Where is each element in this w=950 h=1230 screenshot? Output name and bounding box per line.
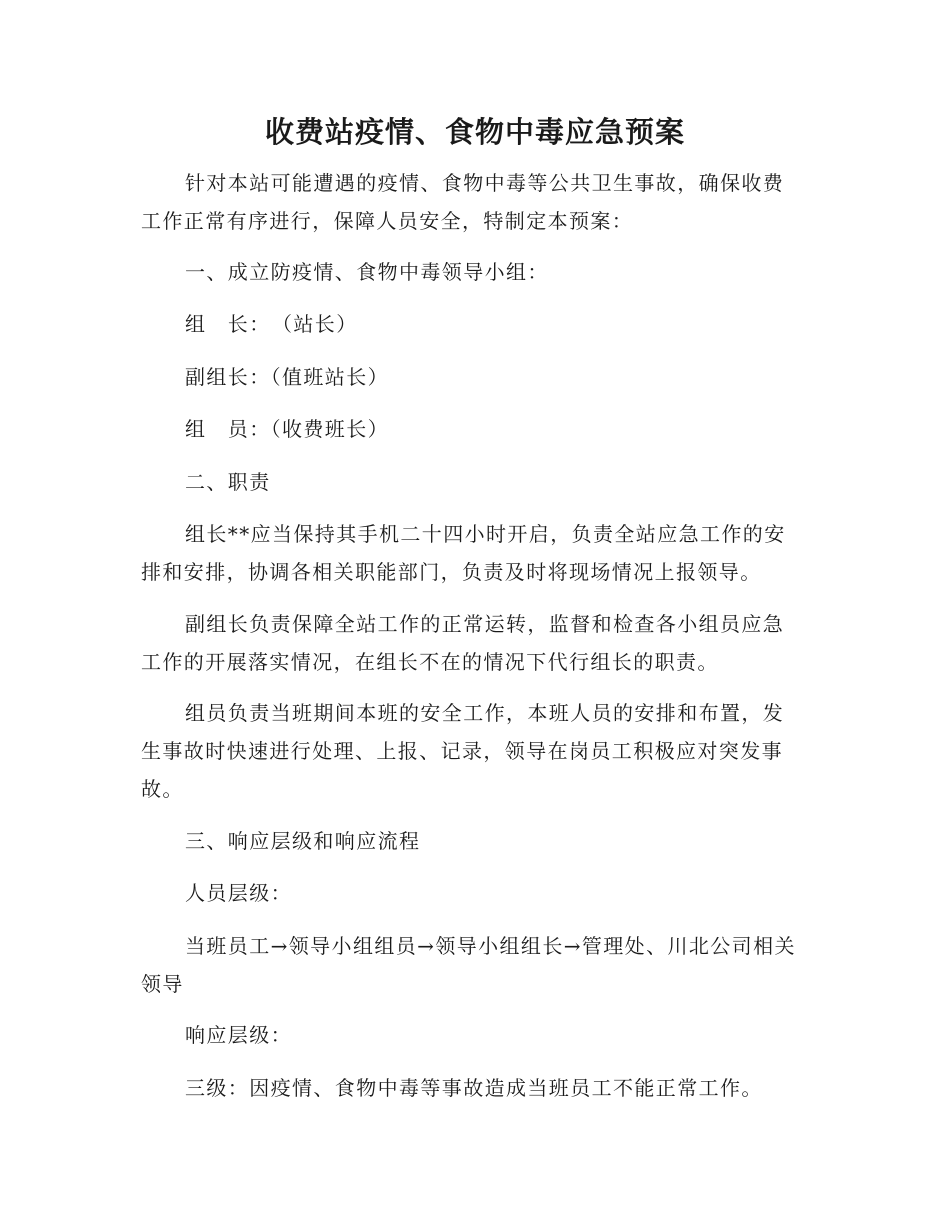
paragraph-level-three: 三级：因疫情、食物中毒等事故造成当班员工不能正常工作。 — [185, 1076, 763, 1100]
paragraph-section-1-heading: 一、成立防疫情、食物中毒领导小组： — [185, 260, 549, 284]
paragraph-member-duty: 组员负责当班期间本班的安全工作，本班人员的安排和布置，发生事故时快速进行处理、上报、记录，领导在岗员工积极应对突发事故。 — [141, 701, 785, 801]
paragraph-section-2-heading: 二、职责 — [185, 470, 271, 494]
paragraph-leader-duty: 组长**应当保持其手机二十四小时开启，负责全站应急工作的安排和安排，协调各相关职能部门，负责及时将现场情况上报领导。 — [141, 522, 786, 584]
paragraph-deputy-duty: 副组长负责保障全站工作的正常运转，监督和检查各小组员应急工作的开展落实情况，在组长不在的情况下代行组长的职责。 — [141, 612, 785, 674]
paragraph-section-3-heading: 三、响应层级和响应流程 — [185, 829, 421, 853]
paragraph-leader: 组 长： （站长） — [185, 312, 358, 336]
paragraph-intro: 针对本站可能遭遇的疫情、食物中毒等公共卫生事故，确保收费工作正常有序进行，保障人员安全，特制定本预案： — [141, 171, 785, 233]
paragraph-deputy-leader: 副组长：（值班站长） — [185, 365, 389, 389]
paragraph-personnel-flow: 当班员工→领导小组组员→领导小组组长→管理处、川北公司相关领导 — [141, 934, 796, 996]
paragraph-members: 组 员：（收费班长） — [185, 417, 389, 441]
paragraph-response-level-label: 响应层级： — [185, 1023, 292, 1047]
paragraph-personnel-level-label: 人员层级： — [185, 881, 292, 905]
document-title: 收费站疫情、食物中毒应急预案 — [264, 115, 685, 149]
